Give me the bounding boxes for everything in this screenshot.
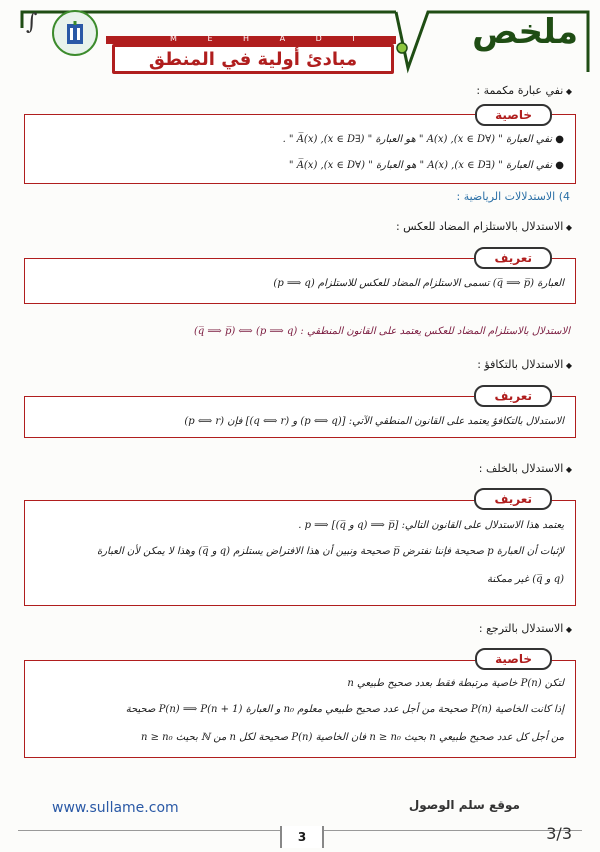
site-logo-icon bbox=[52, 10, 98, 56]
property-2-line-3: من أجل كل عدد صحيح طبيعي n بحيث n ≥ n₀ فان الخاصية P(n) صحيحة لكل n من ℕ بحيث n ≥ n₀ bbox=[140, 732, 564, 743]
definition-3-line-1: يعتمد هذا الاستدلال على القانون التالي: [p̅ ⟹ (q و q̅)] ⟹ p . bbox=[298, 520, 564, 531]
absurd-label: ◆ الاستدلال بالخلف : bbox=[479, 462, 572, 475]
definition-tag-1: تعريف bbox=[474, 247, 552, 269]
definition-1-line: العبارة (q̅ ⟹ p̅) تسمى الاستلزام المضاد للعكس للاستلزام (p ⟹ q) bbox=[273, 278, 564, 289]
negation-label: ◆ نفي عبارة مكممة : bbox=[476, 84, 572, 97]
equivalence-label: ◆ الاستدلال بالتكافؤ : bbox=[477, 358, 572, 371]
property-tag-1: خاصية bbox=[475, 104, 552, 126]
banner-letters: M E H A D I bbox=[170, 34, 369, 43]
reasoning-heading: 4) الاستدلالات الرياضية : bbox=[456, 190, 570, 203]
summary-title: ملخص bbox=[472, 12, 578, 52]
definition-3-line-2: لإثبات أن العبارة p صحيحة فإننا نفترض p̅ صحيحة ونبين أن هذا الافتراض يستلزم (q و q̅) وهذا لا يمكن لأن العبارة bbox=[96, 546, 564, 557]
definition-3-line-3: (q و q̅) غير ممكنة bbox=[487, 574, 564, 585]
page-count: 3/3 bbox=[546, 824, 572, 843]
lesson-title: مبادئ أولية في المنطق bbox=[112, 44, 394, 74]
property-1-line-2: ● نفي العبارة " (∃x ∈ D), A(x) " هو العبارة " (∀x ∈ D), A̅(x) " bbox=[288, 160, 564, 171]
property-2-line-1: لتكن P(n) خاصية مرتبطة فقط بعدد صحيح طبيعي n bbox=[347, 678, 564, 689]
definition-tag-2: تعريف bbox=[474, 385, 552, 407]
footer-site-link[interactable]: www.sullame.com bbox=[52, 800, 179, 816]
contrapositive-label: ◆ الاستدلال بالاستلزام المضاد للعكس : bbox=[396, 220, 572, 233]
definition-tag-3: تعريف bbox=[474, 488, 552, 510]
footer-brand: موقع سلم الوصول bbox=[408, 798, 520, 812]
induction-label: ◆ الاستدلال بالترجع : bbox=[479, 622, 572, 635]
property-tag-2: خاصية bbox=[475, 648, 552, 670]
property-1-line-1: ● نفي العبارة " (∀x ∈ D), A(x) " هو العبارة " (∃x ∈ D), A̅(x) " . bbox=[282, 134, 564, 145]
contrapositive-law: الاستدلال بالاستلزام المضاد للعكس يعتمد على القانون المنطقي : (p ⟹ q) ⟺ (q̅ ⟹ p̅) bbox=[193, 326, 570, 337]
page-number: 3 bbox=[280, 826, 324, 848]
property-2-line-2: إذا كانت الخاصية P(n) صحيحة من أجل عدد صحيح طبيعي معلوم n₀ و العبارة P(n) ⟹ P(n + 1) صحيحة bbox=[125, 704, 564, 715]
definition-2-line: الاستدلال بالتكافؤ يعتمد على القانون المنطقي الآتي: [(p ⟺ q) و (q ⟺ r)] فإن (p ⟺ r) bbox=[184, 416, 564, 427]
integral-icon: ∫ bbox=[26, 10, 38, 35]
